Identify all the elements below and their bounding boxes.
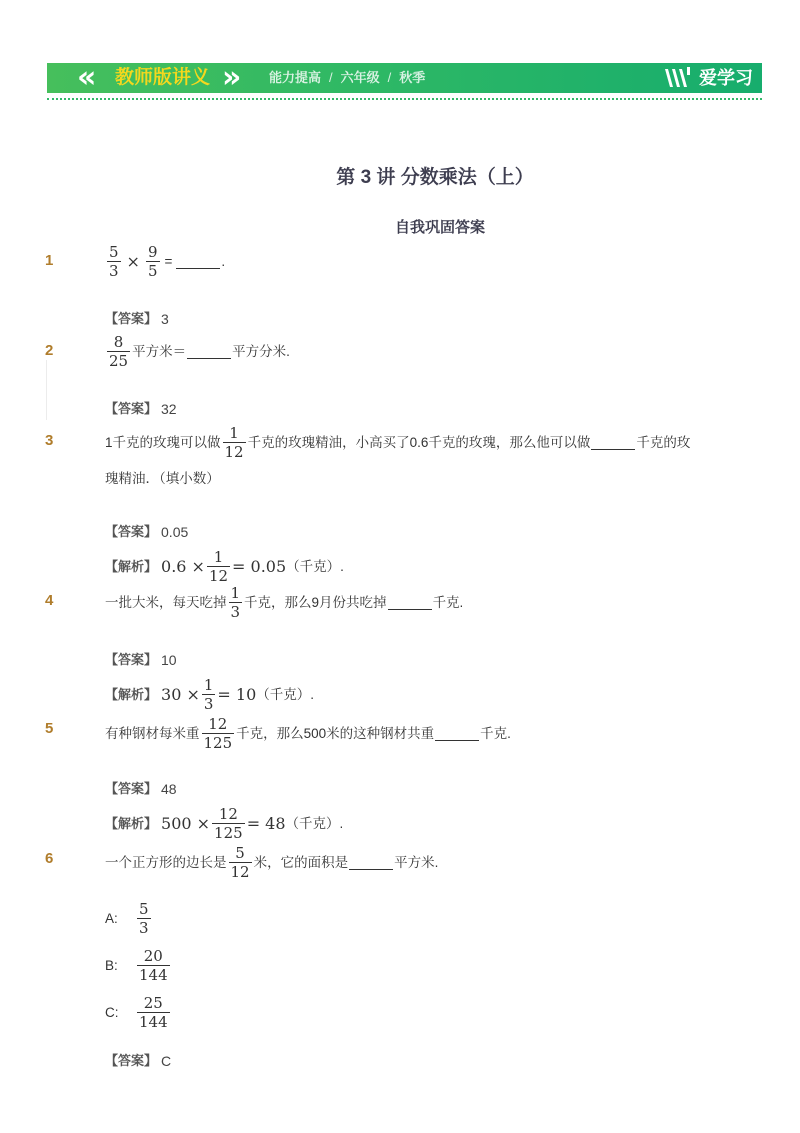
question-number: 3 (45, 432, 54, 449)
fraction: $\frac{12}{125}$ (214, 805, 243, 842)
fraction: $\frac{1}{3}$ (230, 584, 241, 621)
crumb-grade: 六年级 (340, 70, 380, 85)
header-bar (47, 60, 762, 95)
crumb-ability: 能力提高 (269, 70, 322, 85)
logo-text: 爱学习 (699, 68, 753, 88)
question-number: 4 (45, 592, 54, 609)
answer-line: 【答案】 3 (105, 311, 169, 327)
crumb-separator: / (329, 70, 333, 85)
margin-line (46, 360, 47, 420)
fraction: $\frac{9}{5}$ (147, 243, 158, 280)
question-1-stem: $\frac{5}{3}$ × $\frac{9}{5}$ = . (109, 243, 226, 280)
answer-line: 【答案】 C (105, 1053, 172, 1069)
lesson-title: 第 3 讲 分数乘法（上） (336, 167, 534, 188)
question-number: 5 (45, 720, 54, 737)
crumb-separator: / (387, 70, 392, 85)
chevron-left-icon: « (77, 60, 88, 95)
fraction: $\frac{1}{12}$ (224, 424, 244, 461)
analysis-line: 【解析】 500 × $\frac{12}{125}$ = 48 （千克）. (105, 805, 344, 842)
option-b[interactable]: B: $\frac{20}{144}$ (105, 947, 168, 984)
question-6-stem: 一个正方形的边长是 $\frac{5}{12}$ 米，它的面积是 平方米. (105, 844, 439, 881)
answer-blank (591, 435, 635, 450)
fraction: $\frac{1}{3}$ (203, 676, 214, 713)
breadcrumb (269, 69, 425, 87)
answer-blank (435, 726, 479, 741)
fraction: $\frac{12}{125}$ (203, 715, 233, 752)
answer-blank (187, 344, 231, 359)
question-number: 6 (45, 850, 54, 867)
analysis-line: 【解析】 0.6 × $\frac{1}{12}$ = 0.05 （千克）. (105, 548, 344, 585)
question-number: 2 (45, 342, 54, 359)
answer-blank (388, 595, 432, 610)
fraction: $\frac{20}{144}$ (139, 947, 168, 984)
question-4-stem: 一批大米，每天吃掉 $\frac{1}{3}$ 千克，那么9月份共吃掉 千克. (105, 584, 464, 621)
fraction: $\frac{25}{144}$ (139, 994, 168, 1031)
fraction: $\frac{8}{25}$ (109, 333, 129, 370)
header-divider (47, 98, 762, 100)
fraction: $\frac{1}{12}$ (208, 548, 229, 585)
brand-label: 教师版讲义 (115, 67, 211, 88)
question-3-stem: 1千克的玫瑰可以做 $\frac{1}{12}$ 千克的玫瑰精油，小高买了0.6千克的玫瑰，那么他可以做 千克的玫 (105, 424, 691, 461)
question-number: 1 (45, 252, 54, 269)
answer-blank (176, 254, 220, 269)
fraction: $\frac{5}{12}$ (230, 844, 250, 881)
section-title: 自我巩固答案 (394, 219, 485, 236)
option-c[interactable]: C: $\frac{25}{144}$ (105, 994, 168, 1031)
question-5-stem: 有种钢材每米重 $\frac{12}{125}$ 千克，那么500米的这种钢材共重 千克. (105, 715, 511, 752)
answer-line: 【答案】 48 (105, 781, 177, 797)
fraction: $\frac{5}{3}$ (109, 243, 119, 280)
crumb-season: 秋季 (399, 70, 426, 85)
chevron-right-icon: » (222, 60, 233, 95)
fraction: $\frac{5}{3}$ (139, 900, 149, 937)
answer-line: 【答案】 32 (105, 401, 177, 417)
option-a[interactable]: A: $\frac{5}{3}$ (105, 900, 149, 937)
answer-line: 【答案】 0.05 (105, 524, 189, 540)
question-3-stem-cont: 瑰精油．（填小数） (105, 471, 220, 486)
analysis-line: 【解析】 30 × $\frac{1}{3}$ = 10 （千克）. (105, 676, 315, 713)
logo-icon (663, 65, 693, 91)
answer-blank (349, 855, 393, 870)
question-2-stem: $\frac{8}{25}$ 平方米＝ 平方分米. (109, 333, 290, 370)
answer-line: 【答案】 10 (105, 652, 177, 668)
